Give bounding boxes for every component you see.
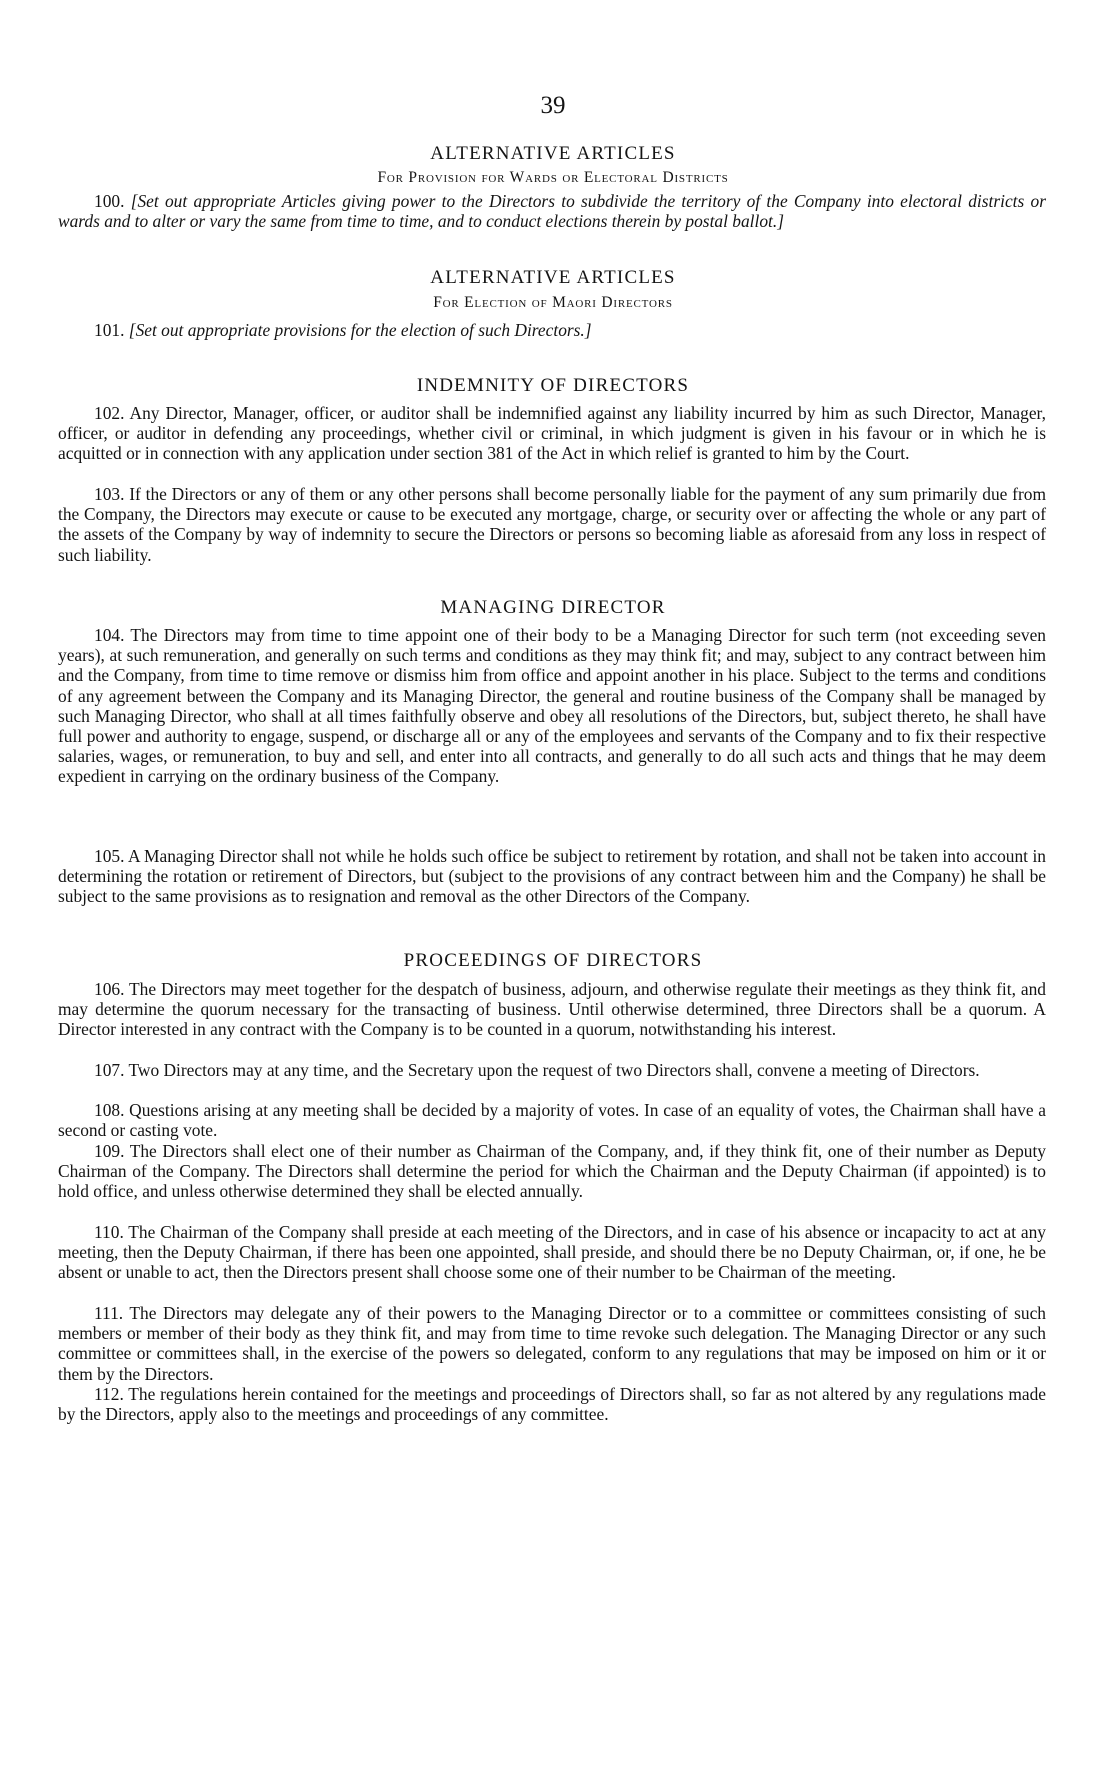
article-text: If the Directors or any of them or any other persons shall become personally liable for the payment of any sum primarily due from the Company, the Directors may execute or cause to be executed any mortgage, charge, or security over or affecting the whole or any part of the assets of the Company by way of indemnity to secure the Directors or persons so becoming liable as aforesaid from any loss in respect of such liability. [58, 484, 1046, 565]
article-107 [58, 1060, 1046, 1080]
article-103 [58, 484, 1046, 565]
article-number: 103. [94, 484, 125, 504]
article-110 [58, 1222, 1046, 1283]
section-heading-indemnity: INDEMNITY OF DIRECTORS [416, 375, 690, 396]
article-number: 104. [94, 625, 125, 645]
article-number: 107. [94, 1060, 125, 1080]
article-text: The Directors shall elect one of their number as Chairman of the Company, and, if they think fit, one of their number as Deputy Chairman of the Company. The Directors shall determine the period for which the Chairman and the Deputy Chairman (if appointed) is to hold office, and unless otherwise determined they shall be elected annually. [58, 1141, 1046, 1202]
article-number: 101. [94, 320, 125, 340]
article-102 [58, 403, 1046, 464]
article-number: 105. [94, 846, 125, 866]
section-heading-alternative-articles-maori: ALTERNATIVE ARTICLES [430, 267, 676, 288]
article-text: Questions arising at any meeting shall be decided by a majority of votes. In case of an equality of votes, the Chairman shall have a second or casting vote. [58, 1100, 1046, 1141]
article-101 [58, 320, 1046, 340]
article-109 [58, 1141, 1046, 1202]
article-number: 111. [94, 1303, 124, 1323]
article-number: 110. [94, 1222, 124, 1242]
article-text: Any Director, Manager, officer, or auditor shall be indemnified against any liability incurred by him as such Director, Manager, officer, or auditor in defending any proceedings, whether civil or criminal, in which judgment is given in his favour or in which he is acquitted or in connection with any application under section 381 of the Act in which relief is granted to him by the Court. [58, 403, 1047, 464]
article-number: 108. [94, 1100, 125, 1120]
article-100 [58, 191, 1046, 231]
article-number: 106. [94, 979, 125, 999]
article-106 [58, 979, 1046, 1040]
article-number: 100. [94, 191, 125, 211]
article-112 [58, 1384, 1046, 1424]
article-text: The Chairman of the Company shall preside at each meeting of the Directors, and in case of his absence or incapacity to act at any meeting, then the Deputy Chairman, if there has been one appointed, shall preside, and should there be no Deputy Chairman, or, if one, he be absent or unable to act, then the Directors present shall choose some one of their number to be Chairman of the meeting. [58, 1222, 1046, 1283]
article-text: The regulations herein contained for the meetings and proceedings of Directors shall, so far as not altered by any regulations made by the Directors, apply also to the meetings and proceedings of any committee. [58, 1384, 1046, 1425]
section-heading-proceedings: PROCEEDINGS OF DIRECTORS [403, 950, 703, 971]
article-text: The Directors may meet together for the despatch of business, adjourn, and otherwise regulate their meetings as they think fit, and may determine the quorum necessary for the transacting of business. Until otherwise determined, three Directors shall be a quorum. A Director interested in any contract with the Company is to be counted in a quorum, notwithstanding his interest. [58, 979, 1046, 1040]
article-text: [Set out appropriate Articles giving power to the Directors to subdivide the territory of the Company into electoral districts or wards and to alter or vary the same from time to time, and to conduct elections therein by postal ballot.] [58, 191, 1046, 232]
article-text: A Managing Director shall not while he holds such office be subject to retirement by rotation, and shall not be taken into account in determining the rotation or retirement of Directors, but (subject to the provisions of any contract between him and the Company) he shall be subject to the same provisions as to resignation and removal as the other Directors of the Company. [58, 846, 1046, 907]
article-number: 109. [94, 1141, 125, 1161]
page-number: 39 [540, 92, 566, 119]
article-111 [58, 1303, 1046, 1384]
article-text: Two Directors may at any time, and the Secretary upon the request of two Directors shall, convene a meeting of Directors. [128, 1060, 980, 1080]
article-104 [58, 625, 1046, 787]
section-heading-alternative-articles-wards: ALTERNATIVE ARTICLES [430, 143, 676, 164]
article-text: The Directors may delegate any of their powers to the Managing Director or to a committee or committees consisting of such members or member of their body as they think fit, and may from time to time revoke such delegation. The Managing Director or any such committee or committees shall, in the exercise of the powers so delegated, conform to any regulations that may be imposed on him or it or them by the Directors. [58, 1303, 1046, 1384]
article-number: 102. [94, 403, 125, 423]
section-subheading-wards: For Provision for Wards or Electoral Districts [377, 169, 729, 186]
article-105 [58, 846, 1046, 907]
article-text: [Set out appropriate provisions for the election of such Directors.] [128, 320, 592, 340]
section-subheading-maori: For Election of Maori Directors [433, 294, 673, 311]
section-heading-managing-director: MANAGING DIRECTOR [440, 597, 666, 618]
article-number: 112. [94, 1384, 124, 1404]
article-108 [58, 1100, 1046, 1140]
article-text: The Directors may from time to time appoint one of their body to be a Managing Director for such term (not exceeding seven years), at such remuneration, and generally on such terms and conditions as they may think fit; and may, subject to any contract between him and the Company, from time to time remove or dismiss him from office and appoint another in his place. Subject to the terms and conditions of any agreement between the Company and its Managing Director, the general and routine business of the Company shall be managed by such Managing Director, who shall at all times faithfully observe and obey all resolutions of the Directors, but, subject thereto, he shall have full power and authority to engage, suspend, or discharge all or any of the employees and servants of the Company and to fix their respective salaries, wages, or remuneration, to buy and sell, and enter into all contracts, and generally to do all such acts and things that he may deem expedient in carrying on the ordinary business of the Company. [58, 625, 1046, 787]
document-page [58, 0, 1048, 1781]
